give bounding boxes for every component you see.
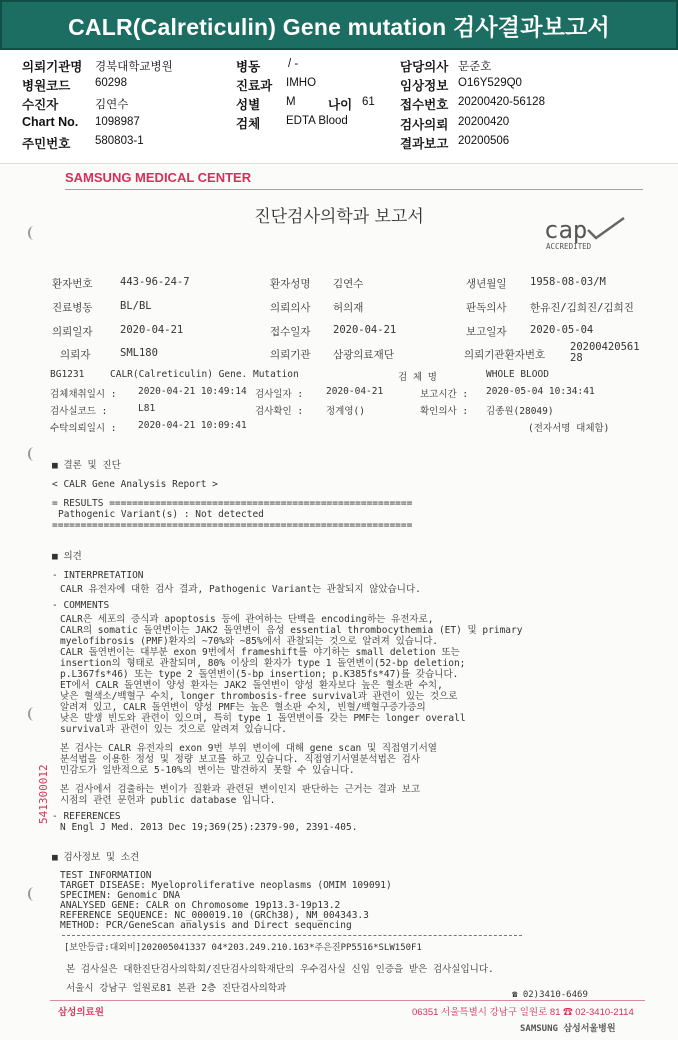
- info-label: 환자성명: [270, 278, 311, 290]
- info-value: 2020-05-04: [530, 324, 594, 336]
- text-line: myelofibrosis (PMF)환자의 ~70%와 ~85%에서 관찰되는 것으로 알려져 있습니다.: [60, 636, 439, 647]
- field-label: 접수번호: [400, 98, 449, 112]
- field-label: 의뢰기관명: [22, 60, 83, 74]
- time-label: 보고시간 :: [420, 389, 469, 400]
- info-value: SML180: [120, 347, 158, 359]
- reference-text: N Engl J Med. 2013 Dec 19;369(25):2379-90, 2391-405.: [60, 822, 358, 833]
- text-line: CALR의 somatic 돌연변이는 JAK2 돌연변이 음성 essential thrombocythemia (ET) 및 primary: [60, 625, 523, 636]
- time-label: 수탁의뢰일시 :: [50, 423, 117, 434]
- field-value: 20200420: [458, 116, 510, 128]
- svg-text:cap: cap: [544, 216, 588, 244]
- time-label: 검체채취일시 :: [50, 389, 117, 400]
- time-label: 검사확인 :: [255, 406, 304, 417]
- footer-logo: SAMSUNG 삼성서울병원: [520, 1024, 616, 1034]
- text-line: 낮은 혈색소/백혈구 수치, longer thrombosis-free survival과 관련이 있는 것으로: [60, 691, 458, 702]
- divider: [50, 1000, 645, 1001]
- time-value: 정계영(): [326, 406, 365, 417]
- punch-hole: [28, 707, 40, 721]
- info-value: 삼광의료재단: [333, 349, 394, 361]
- specimen-value: WHOLE BLOOD: [486, 369, 549, 380]
- field-label: 진료과: [236, 79, 273, 93]
- report-title: CALR(Calreticulin) Gene mutation 검사결과보고서: [0, 0, 678, 50]
- text-line: 시점의 관련 문헌과 public database 입니다.: [60, 795, 276, 806]
- text-line: CALR은 세포의 증식과 apoptosis 등에 관여하는 단백을 encoding하는 유전자로,: [60, 614, 434, 625]
- field-value: 580803-1: [95, 135, 144, 147]
- time-value: L81: [138, 403, 156, 414]
- info-value: 443-96-24-7: [120, 276, 190, 288]
- time-value: 2020-04-21 10:49:14: [138, 386, 247, 397]
- side-serial-number: 541300012: [37, 764, 50, 824]
- info-label: 의뢰기관: [270, 349, 311, 361]
- punch-hole: [28, 226, 40, 240]
- cap-accredited-logo: [540, 216, 630, 252]
- info-value: 20200420561 28: [570, 341, 640, 364]
- field-label: 담당의사: [400, 60, 449, 74]
- text-line: ANALYSED GENE: CALR on Chromosome 19p13.3-19p13.2: [60, 900, 341, 911]
- field-label: 주민번호: [22, 137, 71, 151]
- field-value: 김연수: [95, 99, 129, 111]
- field-label: 병원코드: [22, 79, 71, 93]
- time-value: 2020-04-21 10:09:41: [138, 420, 247, 431]
- field-label: 병동: [236, 60, 261, 74]
- text-line: ET에서 CALR 돌연변이 양성 환자는 JAK2 돌연변이 양성 환자보다 높은 혈소판 수치,: [60, 680, 443, 691]
- info-value: 1958-08-03/M: [530, 276, 606, 288]
- field-label: 수진자: [22, 98, 59, 112]
- punch-hole: [28, 447, 40, 461]
- interpretation-heading: - INTERPRETATION: [52, 570, 144, 581]
- field-value: / -: [288, 58, 299, 70]
- specimen-label: 검 체 명: [398, 372, 437, 383]
- info-value: BL/BL: [120, 300, 152, 312]
- info-label: 의뢰자: [60, 349, 91, 361]
- text-line: survival과 관련이 있는 것으로 알려져 있습니다.: [60, 724, 287, 735]
- field-value: 경북대학교병원: [95, 61, 173, 73]
- signature-note: (전자서명 대체함): [528, 423, 610, 434]
- info-value: 김연수: [333, 278, 364, 290]
- field-value: 20200420-56128: [458, 96, 545, 108]
- text-line: 민감도가 일반적으로 5-10%의 변이는 발견하지 못할 수 있습니다.: [60, 765, 355, 776]
- field-value: 문준호: [458, 61, 492, 73]
- info-value: 2020-04-21: [120, 324, 184, 336]
- field-label: 임상정보: [400, 79, 449, 93]
- doc-title: 진단검사의학과 보고서: [254, 207, 424, 227]
- scanned-report: [0, 163, 678, 1040]
- text-line: REFERENCE SEQUENCE: NC_000019.10 (GRCh38), NM_004343.3: [60, 910, 369, 921]
- text-line: p.L367fs*46) 또는 type 2 돌연변이(5-bp insertion; p.K385fs*47)를 갖습니다.: [60, 669, 459, 680]
- info-label: 진료병동: [52, 302, 93, 314]
- field-label: 검사의뢰: [400, 118, 449, 132]
- comments-heading: - COMMENTS: [52, 600, 110, 611]
- certification-text: 본 검사실은 대한진단검사의학회/진단검사의학재단의 우수검사실 신임 인증을 받은 검사실입니다.: [66, 964, 494, 975]
- field-value: 61: [362, 96, 375, 108]
- field-value: IMHO: [286, 77, 317, 89]
- footer-brand: 삼성의료원: [58, 1007, 104, 1018]
- text-line: 본 검사는 CALR 유전자의 exon 9번 부위 변이에 대해 gene scan 및 직접염기서열: [60, 743, 437, 754]
- field-value: EDTA Blood: [286, 115, 348, 127]
- text-line: insertion의 형태로 관찰되며, 80% 이상의 환자가 type 1 돌연변이(52-bp deletion;: [60, 658, 466, 669]
- divider: [62, 935, 522, 936]
- svg-text:ACCREDITED: ACCREDITED: [546, 242, 592, 251]
- info-label: 생년월일: [466, 278, 507, 290]
- text-line: SPECIMEN: Genomic DNA: [60, 890, 181, 901]
- test-name: CALR(Calreticulin) Gene. Mutation: [110, 369, 299, 380]
- field-label: 검체: [236, 117, 261, 131]
- info-label: 접수일자: [270, 326, 311, 338]
- text-line: CALR 돌연변이는 대부분 exon 9번에서 frameshift를 야기하는 small deletion 또는: [60, 647, 460, 658]
- section-heading: ■ 의견: [52, 551, 82, 562]
- time-value: 김종원(28049): [486, 406, 554, 417]
- references-heading: - REFERENCES: [52, 811, 121, 822]
- time-value: 2020-05-04 10:34:41: [486, 386, 595, 397]
- info-label: 환자번호: [52, 278, 93, 290]
- field-label: 결과보고: [400, 137, 449, 151]
- punch-hole: [28, 887, 40, 901]
- section-heading: ■ 결론 및 진단: [52, 460, 121, 471]
- field-value: 20200506: [458, 135, 510, 147]
- results-header: = RESULTS =====================================================: [52, 498, 413, 509]
- result-row: Pathogenic Variant(s) : Not detected: [58, 509, 264, 520]
- info-label: 보고일자: [466, 326, 507, 338]
- time-label: 확인의사 :: [420, 406, 469, 417]
- time-label: 검사일자 :: [255, 389, 304, 400]
- field-value: 60298: [95, 77, 127, 89]
- lab-phone: ☎ 02)3410-6469: [512, 990, 588, 1000]
- text-line: 낮은 발생 빈도와 관련이 있으며, 특히 type 1 돌연변이를 갖는 PMF는 longer overall: [60, 713, 466, 724]
- info-value: 한유진/김희진/김희진: [530, 302, 634, 314]
- interpretation-text: CALR 유전자에 대한 검사 결과, Pathogenic Variant는 관찰되지 않았습니다.: [60, 584, 421, 595]
- section-heading: ■ 검사정보 및 소견: [52, 852, 140, 863]
- time-label: 검사실코드 :: [50, 406, 108, 417]
- hospital-brand: SAMSUNG MEDICAL CENTER: [65, 170, 252, 185]
- security-line: [보안등급:대외비]202005041337 04*203.249.210.163*주은진PP5516*SLW150F1: [64, 943, 422, 953]
- divider: [65, 189, 643, 190]
- text-line: TARGET DISEASE: Myeloproliferative neoplasms (OMIM 109091): [60, 880, 392, 891]
- info-value: 허의재: [333, 302, 364, 314]
- text-line: TEST INFORMATION: [60, 870, 152, 881]
- field-value: O16Y529Q0: [458, 77, 522, 89]
- field-value: M: [286, 96, 296, 108]
- info-label: 판독의사: [466, 302, 507, 314]
- info-label: 의뢰일자: [52, 326, 93, 338]
- time-value: 2020-04-21: [326, 386, 384, 397]
- text-line: 본 검사에서 검출하는 변이가 질환과 관련된 변이인지 판단하는 근거는 결과 보고: [60, 784, 421, 795]
- text-line: 분석법을 이용한 정성 및 정량 보고를 하고 있습니다. 직접염기서열분석법은 검사: [60, 754, 421, 765]
- field-label: 성별: [236, 98, 261, 112]
- text-line: METHOD: PCR/GeneScan analysis and Direct sequencing: [60, 920, 352, 931]
- info-label: 의뢰기관환자번호: [464, 349, 546, 361]
- info-label: 의뢰의사: [270, 302, 311, 314]
- info-value: 2020-04-21: [333, 324, 397, 336]
- results-footer: ===============================================================: [52, 520, 413, 531]
- footer-address: 06351 서울특별시 강남구 일원로 81 ☎ 02-3410-2114: [412, 1007, 634, 1018]
- field-label: Chart No.: [22, 115, 79, 129]
- lab-address: 서울시 강남구 일원로81 본관 2층 진단검사의학과: [66, 983, 287, 994]
- report-subtitle: < CALR Gene Analysis Report >: [52, 479, 218, 490]
- header-info: [0, 50, 678, 157]
- text-line: 알려져 있고, CALR 돌연변이 양성 PMF는 높은 혈소판 수치, 빈혈/백혈구증가증의: [60, 702, 426, 713]
- test-code: BG1231: [50, 369, 85, 380]
- field-value: 1098987: [95, 116, 140, 128]
- field-label: 나이: [328, 98, 353, 112]
